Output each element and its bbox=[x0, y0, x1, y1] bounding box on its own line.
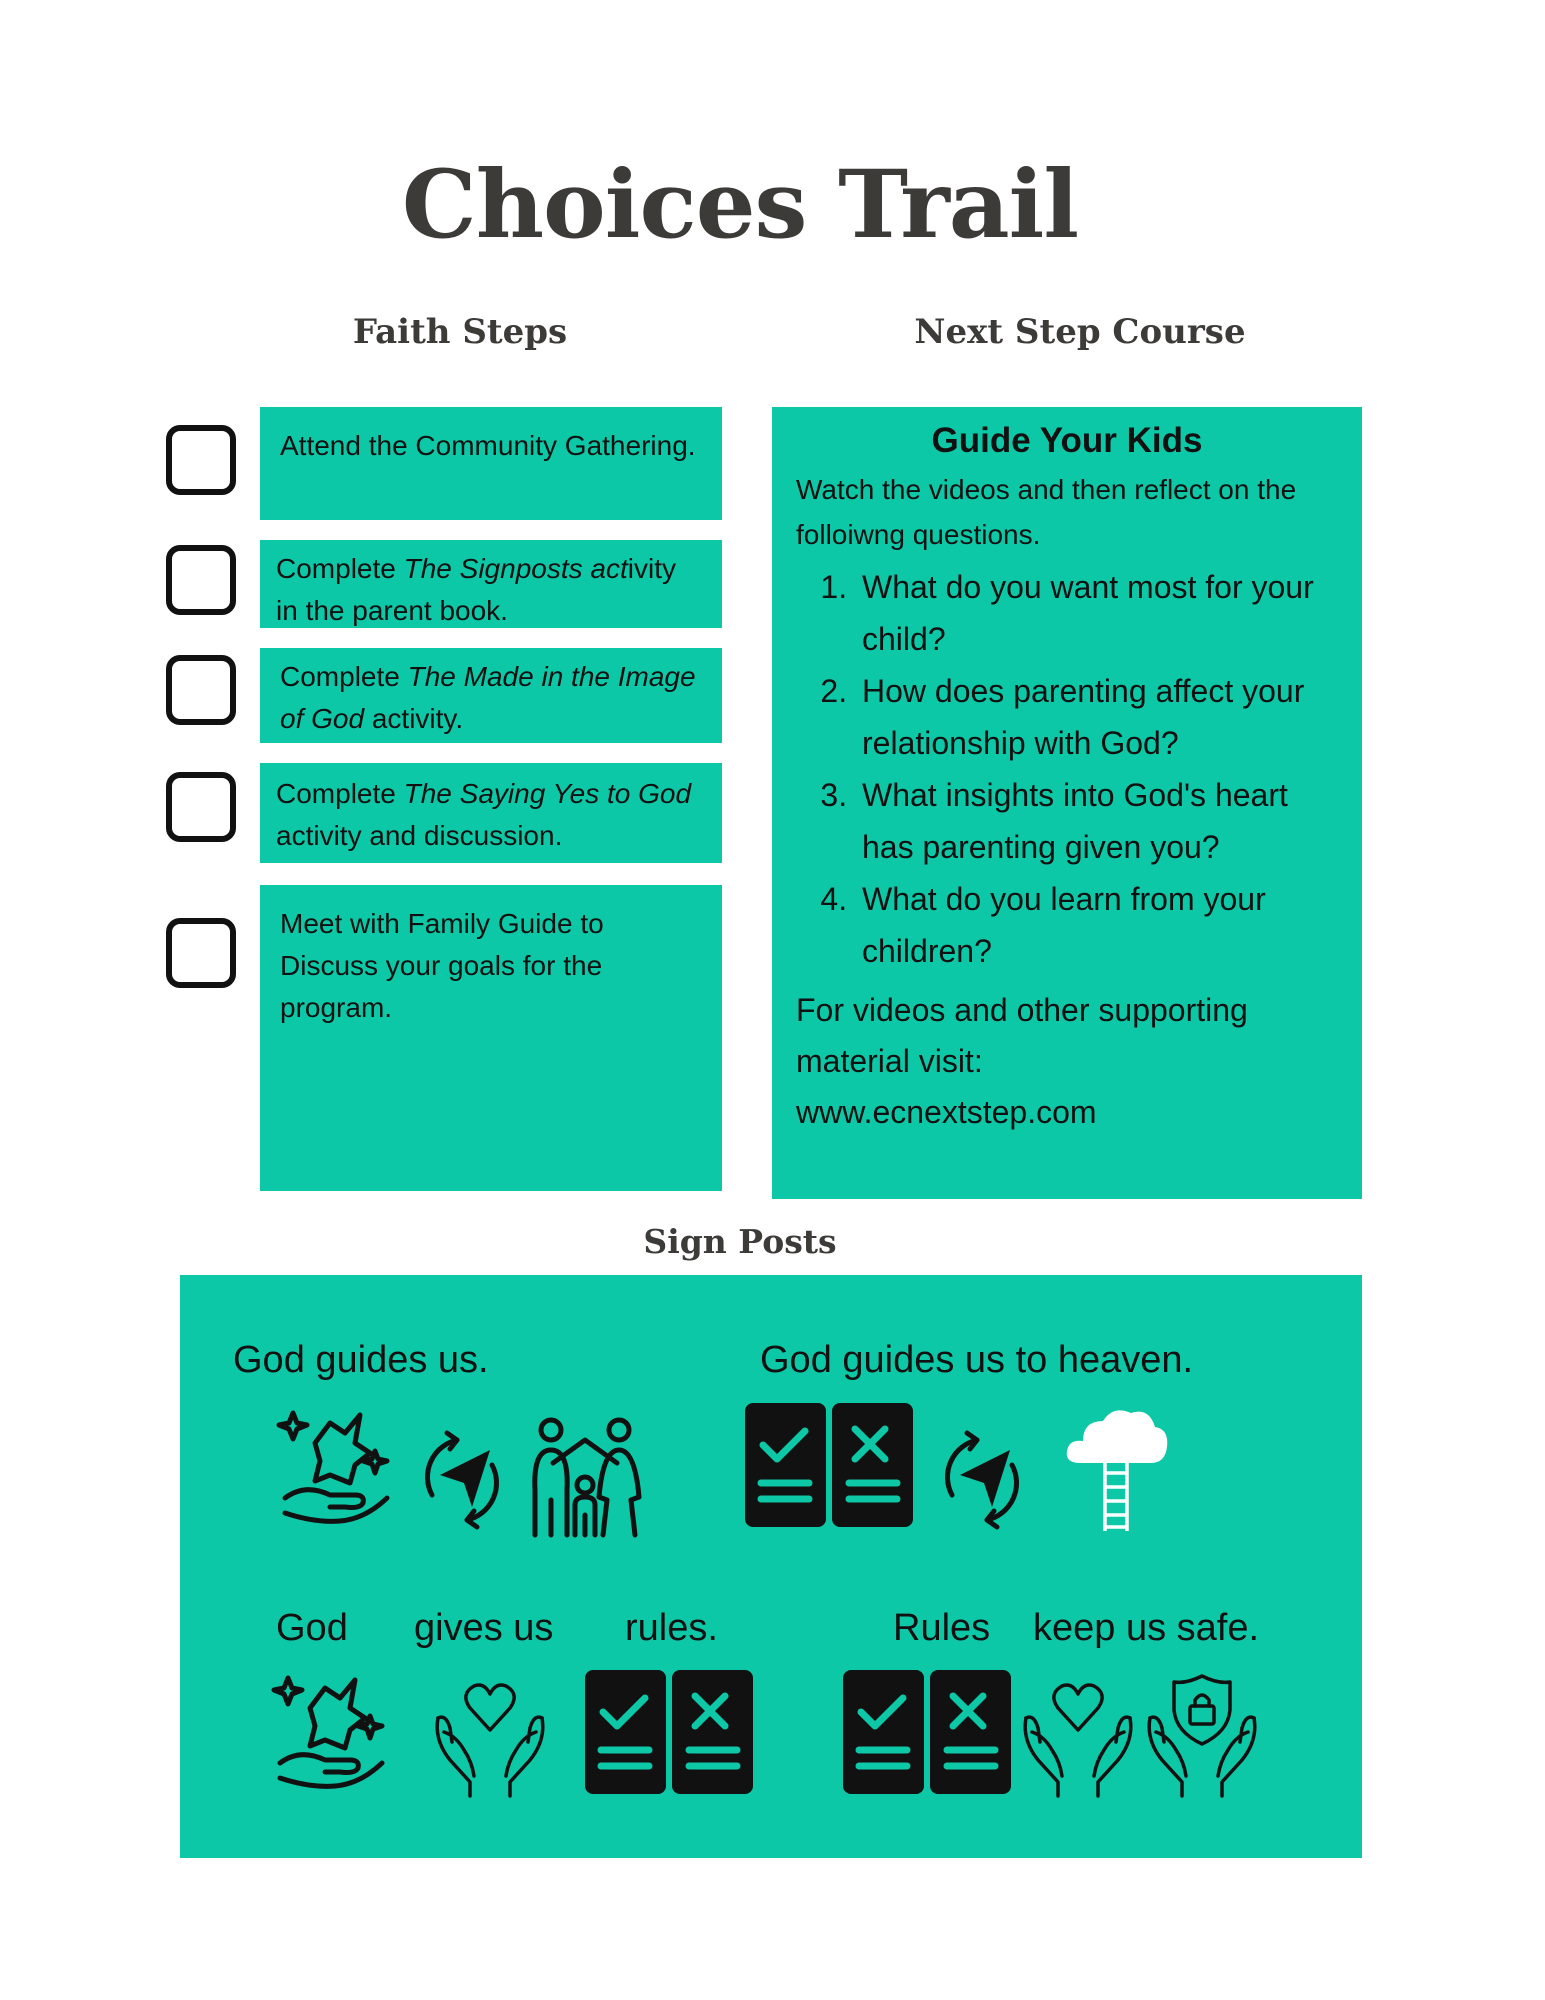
sign-word-rules: rules. bbox=[625, 1607, 718, 1649]
next-step-course-box bbox=[772, 407, 1362, 1199]
sign-word-god: God bbox=[276, 1607, 348, 1649]
sign-word-keep-safe: keep us safe. bbox=[1033, 1607, 1260, 1649]
course-question-1: 1. What do you want most for your child? bbox=[856, 561, 1338, 665]
navigation-arrow-icon-2 bbox=[932, 1425, 1032, 1535]
heart-hands-icon bbox=[430, 1670, 550, 1798]
rules-book-icon bbox=[745, 1403, 913, 1527]
sign-phrase-1: God guides us. bbox=[233, 1339, 489, 1381]
safety-hands-icon bbox=[1142, 1670, 1262, 1798]
next-step-heading: Next Step Course bbox=[914, 312, 1246, 352]
faith-step-4 bbox=[260, 763, 722, 863]
sign-phrase-2: God guides us to heaven. bbox=[760, 1339, 1194, 1381]
sign-posts-heading: Sign Posts bbox=[643, 1222, 837, 1261]
faith-step-4-post: activity and discussion. bbox=[276, 820, 563, 851]
faith-step-1 bbox=[260, 407, 722, 520]
step-2-checkbox[interactable] bbox=[166, 545, 236, 615]
faith-step-4-em: The Saying Yes to God bbox=[403, 778, 692, 809]
cloud-ladder-icon bbox=[1065, 1403, 1170, 1533]
faith-step-3-post: activity. bbox=[364, 703, 464, 734]
rules-book-icon-3 bbox=[843, 1670, 1011, 1794]
course-question-2: 2. How does parenting affect your relationship with God? bbox=[856, 665, 1338, 769]
course-intro: Watch the videos and then reflect on the folloiwng questions. bbox=[796, 474, 1297, 550]
faith-step-3-em: The Made in the Image of God bbox=[280, 661, 696, 734]
faith-step-5-text: Meet with Family Guide to Discuss your goals for the program. bbox=[280, 908, 604, 1023]
faith-step-1-text: Attend the Community Gathering. bbox=[280, 430, 696, 461]
faith-steps-heading: Faith Steps bbox=[352, 312, 568, 352]
sign-word-gives-us: gives us bbox=[414, 1607, 554, 1649]
course-footer: For videos and other supporting material visit: bbox=[796, 992, 1248, 1079]
faith-step-2-pre: Complete bbox=[276, 553, 404, 584]
course-question-3: 3. What insights into God's heart has parenting given you? bbox=[856, 769, 1338, 873]
faith-step-2 bbox=[260, 540, 722, 628]
step-3-checkbox[interactable] bbox=[166, 655, 236, 725]
step-1-checkbox[interactable] bbox=[166, 425, 236, 495]
step-4-checkbox[interactable] bbox=[166, 772, 236, 842]
course-question-4: 4. What do you learn from your children? bbox=[856, 873, 1338, 977]
course-url[interactable]: www.ecnextstep.com bbox=[796, 1094, 1097, 1130]
holy-hand-icon-2 bbox=[270, 1668, 390, 1798]
step-5-checkbox[interactable] bbox=[166, 918, 236, 988]
navigation-arrow-icon bbox=[412, 1425, 512, 1535]
faith-step-2-post: ivity in the parent book. bbox=[276, 553, 676, 626]
sign-word-rules-cap: Rules bbox=[893, 1607, 991, 1649]
faith-step-3-pre: Complete bbox=[280, 661, 408, 692]
rules-book-icon-2 bbox=[585, 1670, 753, 1794]
faith-step-2-em: The Signposts act bbox=[403, 553, 628, 584]
heart-hands-icon-2 bbox=[1018, 1670, 1138, 1798]
family-house-icon bbox=[523, 1415, 648, 1540]
page-title: Choices Trail bbox=[401, 150, 1079, 260]
faith-step-5 bbox=[260, 885, 722, 1191]
course-questions bbox=[796, 561, 1338, 977]
faith-step-3 bbox=[260, 648, 722, 743]
sign-posts-panel bbox=[180, 1275, 1362, 1858]
holy-hand-icon bbox=[275, 1403, 395, 1533]
course-title: Guide Your Kids bbox=[931, 421, 1203, 460]
faith-step-4-pre: Complete bbox=[276, 778, 404, 809]
